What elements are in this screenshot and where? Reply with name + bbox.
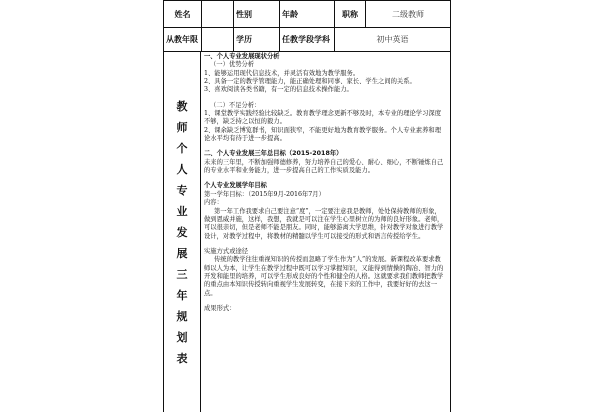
section-3-title: 个人专业发展学年目标 [204, 182, 267, 190]
subject-value: 初中英语 [334, 28, 451, 51]
weakness-item: 2、课余缺乏博览群书，知识面狭窄，不能更好地为教育教学服务。个人专业素养和理论水平均有待于进一步提高。 [204, 126, 441, 143]
plan-content [201, 52, 451, 412]
implementation-label: 实施方式或途径 [204, 247, 249, 255]
section-2-text: 未来的三年里，不断加强师德修养，努力培养自己的爱心、耐心、细心，不断锤炼自己的专业水平和业务能力，进一步提高自己的工作实质及能力。 [204, 158, 444, 175]
edu-label: 学历 [233, 28, 279, 51]
side-char: 年 [176, 288, 188, 302]
side-char: 三 [176, 267, 188, 281]
side-char: 个 [176, 141, 188, 155]
age-label: 年龄 [279, 1, 334, 27]
table-row-plan-body [163, 52, 451, 412]
weakness-item: 1、课堂教学实践经验比较缺乏。教育教学理念更新不够及时，本专业的理论学习深度不够，缺乏持之以恒的毅力。 [204, 110, 441, 126]
advantage-label: （一）优势分析 [210, 61, 255, 69]
name-label: 姓名 [163, 1, 201, 27]
title-label: 职称 [334, 1, 365, 27]
side-char: 表 [176, 351, 188, 365]
info-table [163, 0, 451, 365]
side-char: 师 [176, 120, 188, 134]
table-row-basic-info [163, 1, 451, 28]
side-char: 划 [176, 330, 188, 344]
table-row-education [163, 28, 451, 52]
content-label: 内容： [204, 199, 223, 207]
years-label: 从教年限 [163, 28, 201, 51]
name-value [201, 1, 233, 27]
side-title [163, 52, 201, 412]
advantage-item: 3、喜欢阅读各类书籍，有一定的信息技术操作能力。 [204, 86, 353, 94]
first-year-goal: 第一学年目标：（2015年9月-2016年7月） [204, 190, 325, 198]
implementation-text: 传统的教学往往重视知识的传授而忽略了学生作为“人”的发展。新课程改革要求教师以人为本，让学生在教学过程中既可以学习掌握知识，又能得到情操的陶冶、智力的开发和能里的培养，可以学生形成良好的个性和健全的人格。这就要求我们教师把教学的重点由本知识传授转向重视学生发展转变，在接下来的工作中，我要好好的去这一点。 [204, 256, 444, 297]
gender-label: 性别 [233, 1, 279, 27]
weakness-label: （二）不足分析： [210, 101, 261, 109]
title-value: 二级教师 [365, 1, 451, 27]
side-char: 展 [176, 246, 188, 260]
section-1-title: 一、个人专业发展现状分析 [204, 53, 280, 60]
side-char: 发 [176, 225, 188, 239]
advantage-item: 2、具备一定的教学管理能力，能正确处理和同事、家长、学生之间的关系。 [204, 78, 416, 86]
side-char: 业 [176, 204, 188, 218]
side-char: 教 [176, 99, 188, 113]
side-char: 规 [176, 309, 188, 323]
side-char: 人 [176, 162, 188, 176]
content-text: 第一年工作我要求自己要注意“度”，一定要注意我是教师，处处保持教师的形象，做到恩威并施，这样，我想，我就是可以注在学生心里树立的为师的良好形象。老师，可以很亲切，但是老师不能是朋友。同时，能够游离大学思维，针对教学对象进行教学设计，对教学过程中，将教材的精髓以学生可以接受的形式和语言传授给学生。 [204, 207, 444, 240]
advantage-item: 1、能够运用现代信息技术，并灵活有效地为教学服务。 [204, 69, 360, 77]
section-2-title: 二、个人专业发展三年总目标（2015-2018年） [204, 150, 343, 158]
subject-label: 任教学段学科 [279, 28, 334, 51]
years-value [201, 28, 233, 51]
side-char: 专 [176, 183, 188, 197]
result-label: 成果形式： [204, 304, 236, 312]
